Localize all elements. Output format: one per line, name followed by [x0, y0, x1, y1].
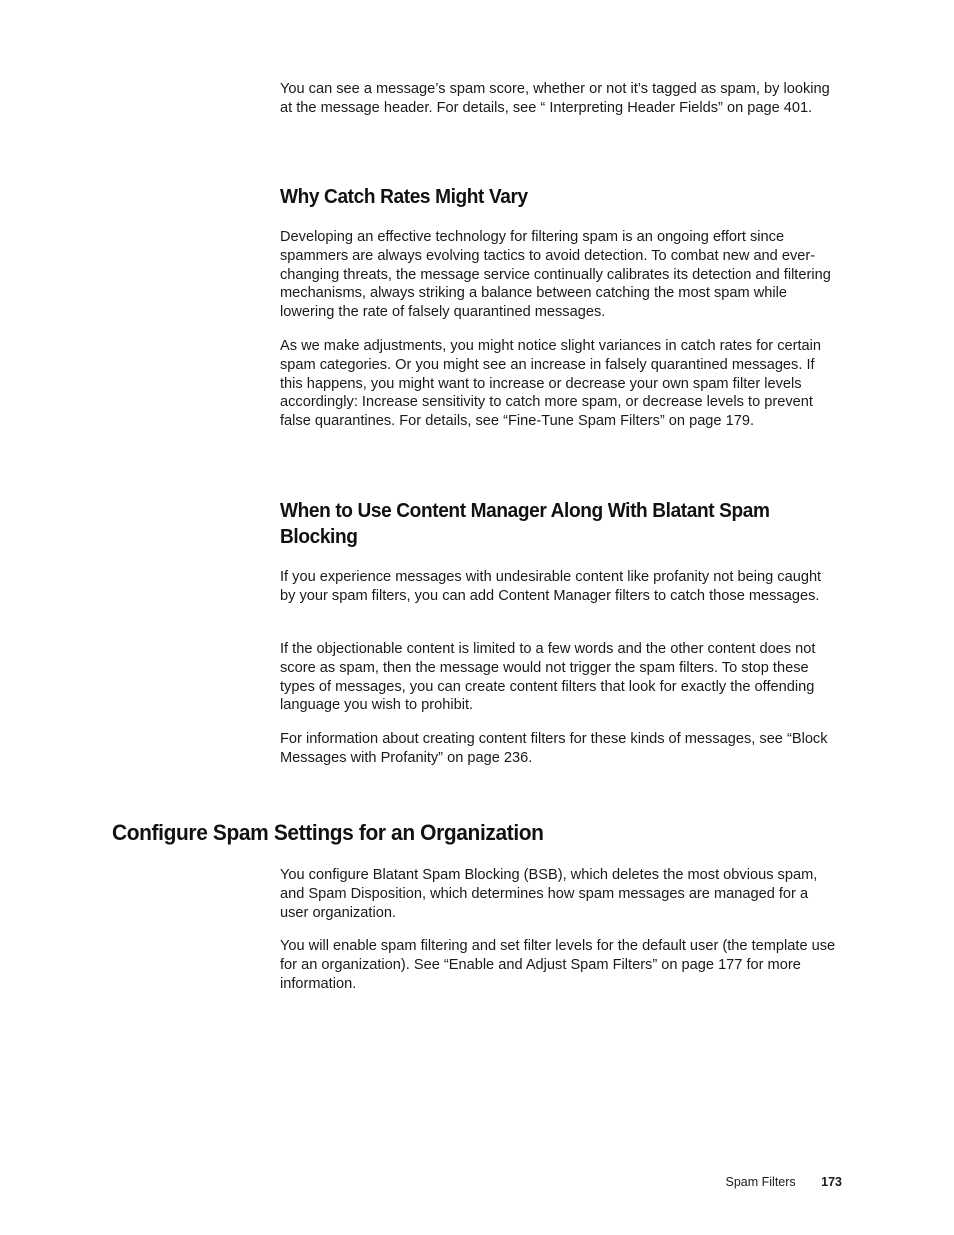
intro-block	[280, 80, 840, 118]
catch-rates-paragraph-2: As we make adjustments, you might notice slight variances in catch rates for certain spam categories. Or you might see an increase in falsely quarantined messages. If this happens, you might want to increase or decrease your own spam filter levels accordingly: Increase sensitivity to catch more spam, or decrease levels to prevent false quarantines. For details, see “Fine-Tune Spam Filters” on page 179.	[280, 338, 822, 430]
catch-rates-paragraph-2-block	[280, 337, 840, 431]
content-manager-paragraph-2: If the objectionable content is limited to a few words and the other content does not score as spam, then the message would not trigger the spam filters. To stop these types of messages, you can create content filters that look for exactly the offending language you wish to prohibit.	[280, 641, 816, 714]
content-manager-paragraph-3-block	[280, 730, 840, 768]
section-heading-catch-rates: Why Catch Rates Might Vary	[280, 185, 528, 208]
configure-heading-block	[112, 819, 832, 847]
content-manager-heading-block	[280, 498, 840, 550]
catch-rates-paragraph-1-block	[280, 228, 840, 322]
content-manager-paragraph-1-block	[280, 568, 840, 606]
content-manager-paragraph-1: If you experience messages with undesirable content like profanity not being caught by your spam filters, you can add Content Manager filters to catch those messages.	[280, 569, 822, 604]
page-footer	[726, 1174, 843, 1190]
content-manager-paragraph-2-block	[280, 640, 840, 715]
section-heading-configure: Configure Spam Settings for an Organization	[112, 820, 544, 845]
configure-paragraph-1-block	[280, 866, 840, 922]
catch-rates-paragraph-1: Developing an effective technology for filtering spam is an ongoing effort since spammers are always evolving tactics to avoid detection. To combat new and ever-changing threats, the message service continually calibrates its detection and filtering mechanisms, always striking a balance between catching the most spam while lowering the rate of falsely quarantined messages.	[280, 229, 831, 321]
catch-rates-heading-block	[280, 184, 840, 210]
footer-chapter-title: Spam Filters	[725, 1175, 796, 1189]
section-heading-content-manager: When to Use Content Manager Along With Blatant Spam Blocking	[280, 499, 770, 548]
configure-paragraph-2-block	[280, 937, 842, 993]
intro-paragraph: You can see a message’s spam score, whether or not it’s tagged as spam, by looking at the message header. For details, see “ Interpreting Header Fields” on page 401.	[280, 81, 830, 116]
configure-paragraph-2: You will enable spam filtering and set filter levels for the default user (the template use for an organization). See “Enable and Adjust Spam Filters” on page 177 for more information.	[280, 938, 836, 992]
content-manager-paragraph-3: For information about creating content filters for these kinds of messages, see “Block Messages with Profanity” on page 236.	[280, 731, 828, 766]
footer-page-number: 173	[821, 1175, 842, 1189]
configure-paragraph-1: You configure Blatant Spam Blocking (BSB), which deletes the most obvious spam, and Spam Disposition, which determines how spam messages are managed for a user organization.	[280, 867, 818, 921]
